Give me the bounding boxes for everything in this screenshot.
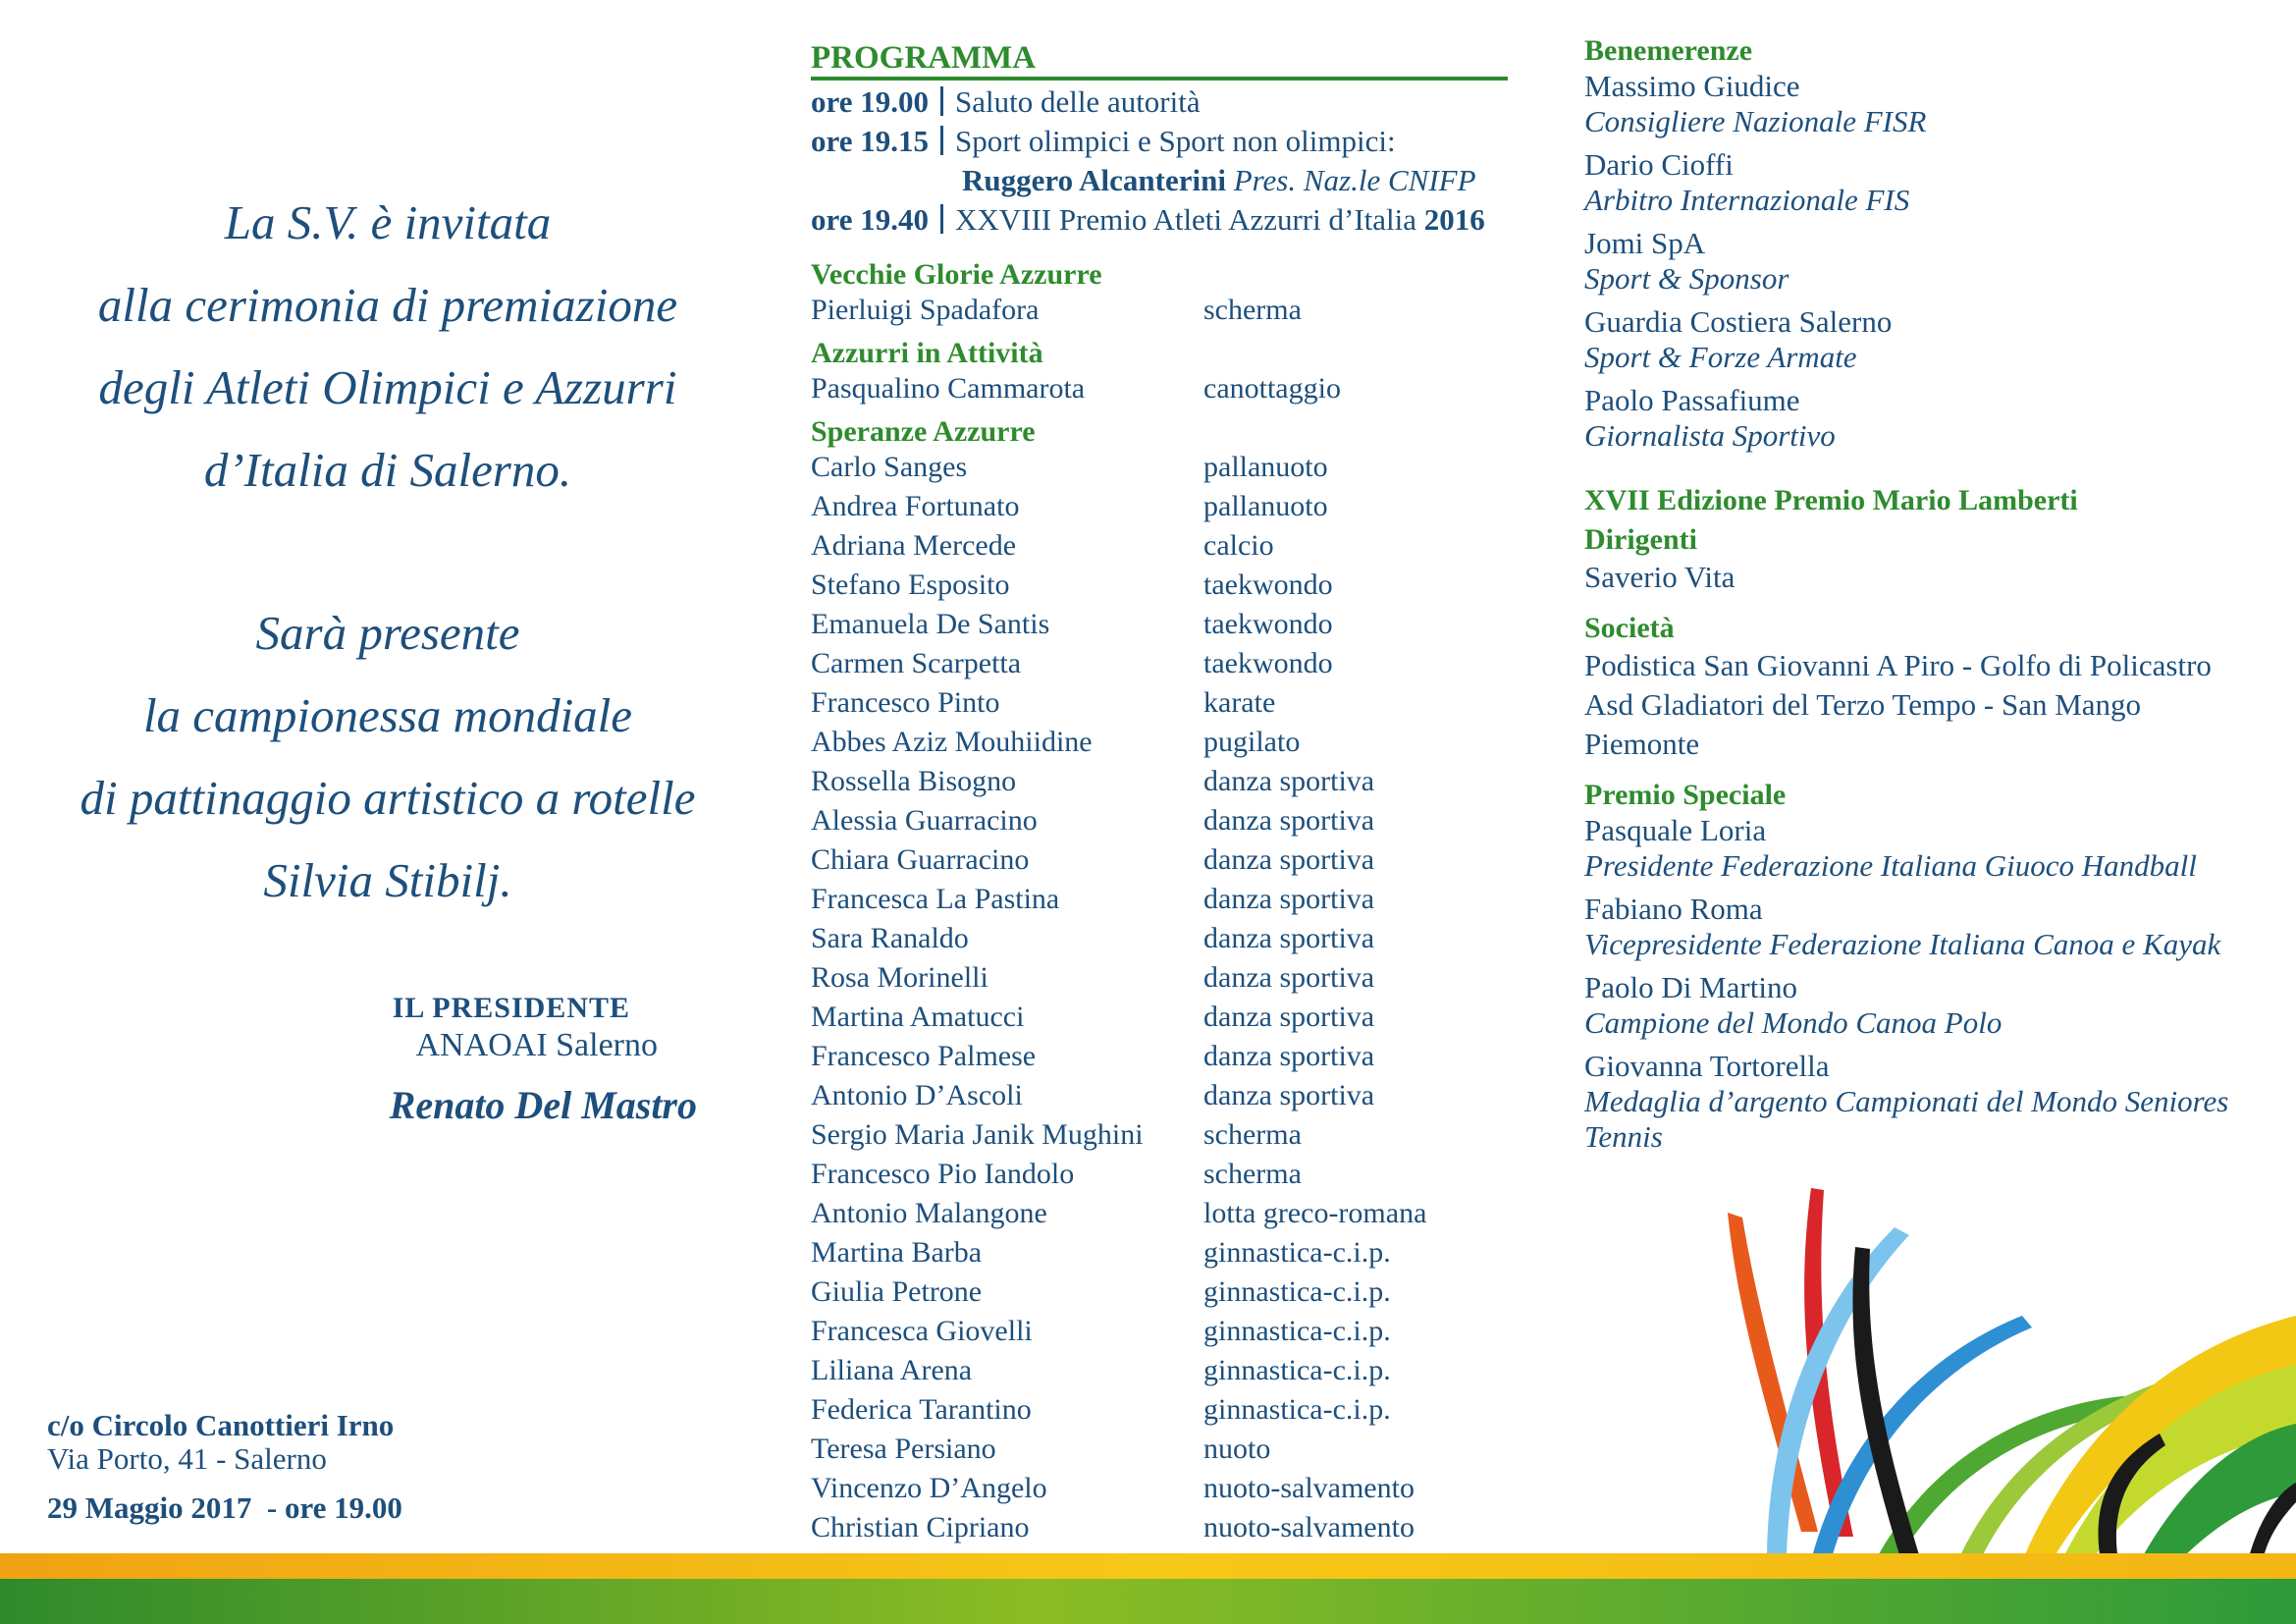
athlete-name: Emanuela De Santis [811, 608, 1050, 640]
award-recipient-role: Medaglia d’argento Campionati del Mondo Seniores Tennis [1584, 1084, 2229, 1154]
athlete-name: Giulia Petrone [811, 1275, 983, 1308]
athlete-row [811, 1194, 1498, 1233]
invitation-line: alla cerimonia di premiazione [97, 278, 678, 332]
athlete-row [811, 998, 1498, 1037]
athlete-name: Francesca La Pastina [811, 883, 1060, 915]
athlete-name: Martina Barba [811, 1236, 983, 1269]
athlete-name: Antonio Malangone [811, 1197, 1047, 1229]
athlete-sport: danza sportiva [1203, 843, 1375, 876]
band-yellow [0, 1553, 2296, 1579]
award-recipient-role: Consigliere Nazionale FISR [1584, 104, 1927, 138]
athlete-sport: pallanuoto [1203, 451, 1328, 483]
schedule-year: 2016 [1423, 202, 1485, 237]
invitation-line: degli Atleti Olimpici e Azzurri [98, 360, 677, 414]
ribbon-darkgreen [2140, 1424, 2296, 1561]
schedule-text: Sport olimpici e Sport non olimpici: [954, 124, 1396, 158]
award-recipient-name: Jomi SpA [1584, 226, 1706, 260]
athlete-row [811, 1155, 1498, 1194]
invitation-text [39, 182, 736, 922]
venue-info [47, 1409, 402, 1525]
schedule-row [811, 200, 1485, 240]
ribbon-black-right [2099, 1434, 2166, 1561]
schedule-time: ore 19.15 [811, 124, 929, 158]
athlete-sport: taekwondo [1203, 568, 1333, 601]
category-heading: Speranze Azzurre [811, 415, 1036, 448]
separator-bar [940, 86, 943, 116]
benemerenze-list [1584, 69, 2271, 454]
speaker-line [811, 161, 1485, 200]
athlete-name: Francesco Pio Iandolo [811, 1158, 1075, 1190]
athlete-name: Francesca Giovelli [811, 1315, 1033, 1347]
athlete-name: Francesco Palmese [811, 1040, 1037, 1072]
athlete-name: Abbes Aziz Mouhiidine [811, 726, 1093, 758]
award-recipient-name: Paolo Passafiume [1584, 383, 1800, 417]
awards-column [1584, 33, 2271, 1163]
athlete-sport: ginnastica-c.i.p. [1203, 1354, 1391, 1386]
athlete-sport: danza sportiva [1203, 804, 1375, 837]
athlete-row [811, 880, 1498, 919]
benemerenze-heading: Benemerenze [1584, 34, 1753, 67]
ribbon-black [1852, 1247, 1924, 1571]
ribbon-red [1804, 1188, 1853, 1537]
award-recipient-name: Paolo Di Martino [1584, 970, 1797, 1004]
category-heading: Vecchie Glorie Azzurre [811, 258, 1102, 291]
athlete-sport: calcio [1203, 529, 1274, 562]
athlete-sport: danza sportiva [1203, 1040, 1375, 1072]
award-entry [1584, 1049, 2271, 1155]
athlete-name: Alessia Guarracino [811, 804, 1038, 837]
athlete-name: Liliana Arena [811, 1354, 973, 1386]
athlete-name: Rossella Bisogno [811, 765, 1017, 797]
ribbon-black-far [2248, 1483, 2296, 1561]
athlete-sport: karate [1203, 686, 1276, 719]
athlete-sport: lotta greco-romana [1203, 1197, 1427, 1229]
athlete-name: Chiara Guarracino [811, 843, 1030, 876]
athlete-row [811, 723, 1498, 762]
schedule [811, 82, 1485, 240]
award-recipient-name: Pasquale Loria [1584, 813, 1767, 847]
athlete-sport: danza sportiva [1203, 1001, 1375, 1033]
athlete-name: Carlo Sanges [811, 451, 968, 483]
ribbon-yellow [2022, 1316, 2296, 1561]
dirigente-name: Saverio Vita [1584, 560, 1735, 594]
guest-line: la campionessa mondiale [142, 688, 633, 742]
athlete-name: Francesco Pinto [811, 686, 1000, 719]
athlete-name: Pasqualino Cammarota [811, 372, 1086, 405]
ribbon-yellowgreen [2061, 1365, 2296, 1561]
president-organization: ANAOAI Salerno [415, 1027, 658, 1063]
award-recipient-role: Giornalista Sportivo [1584, 418, 1836, 453]
award-entry [1584, 970, 2271, 1041]
award-recipient-role: Arbitro Internazionale FIS [1584, 183, 1910, 217]
athlete-sport: nuoto [1203, 1433, 1271, 1465]
athlete-name: Martina Amatucci [811, 1001, 1025, 1033]
guest-line: Silvia Stibilj. [263, 853, 512, 907]
award-recipient-name: Massimo Giudice [1584, 69, 1800, 103]
athlete-sport: pugilato [1203, 726, 1301, 758]
athlete-row [811, 1233, 1498, 1272]
athlete-sport: canottaggio [1203, 372, 1341, 405]
programma-heading: PROGRAMMA [811, 39, 1508, 81]
athlete-row [811, 801, 1498, 840]
athlete-name: Christian Cipriano [811, 1511, 1030, 1543]
athlete-row [811, 919, 1498, 958]
venue-address: Via Porto, 41 - Salerno [47, 1441, 327, 1476]
athlete-row [811, 683, 1498, 723]
ribbon-lightgreen [1953, 1365, 2233, 1571]
premio-speciale-list [1584, 813, 2271, 1155]
schedule-row [811, 122, 1485, 161]
athletes-list [811, 251, 1498, 1547]
athlete-sport: scherma [1203, 1118, 1302, 1151]
athlete-sport: ginnastica-c.i.p. [1203, 1275, 1391, 1308]
president-title: IL PRESIDENTE [392, 992, 630, 1024]
award-entry [1584, 813, 2271, 884]
athlete-name: Adriana Mercede [811, 529, 1017, 562]
award-entry [1584, 226, 2271, 297]
athlete-name: Teresa Persiano [811, 1433, 996, 1465]
award-entry [1584, 383, 2271, 454]
award-recipient-name: Guardia Costiera Salerno [1584, 304, 1893, 339]
athlete-row [811, 1115, 1498, 1155]
athlete-row [811, 762, 1498, 801]
athlete-name: Federica Tarantino [811, 1393, 1032, 1426]
societa-item: Asd Gladiatori del Terzo Tempo - San Mango [1584, 687, 2142, 722]
athlete-row [811, 448, 1498, 487]
athlete-name: Carmen Scarpetta [811, 647, 1022, 679]
separator-bar [940, 204, 943, 234]
athlete-name: Vincenzo D’Angelo [811, 1472, 1047, 1504]
athlete-sport: danza sportiva [1203, 765, 1375, 797]
athlete-row [811, 291, 1498, 330]
societa-heading: Società [1584, 612, 1675, 644]
athlete-sport: danza sportiva [1203, 1079, 1375, 1111]
lamberti-heading: XVII Edizione Premio Mario Lamberti [1584, 484, 2078, 516]
premio-speciale-heading: Premio Speciale [1584, 779, 1787, 811]
athlete-sport: danza sportiva [1203, 922, 1375, 954]
athlete-row [811, 526, 1498, 566]
ribbon-lightblue [1767, 1227, 1909, 1561]
athlete-row [811, 1469, 1498, 1508]
athlete-row [811, 1351, 1498, 1390]
athlete-row [811, 1430, 1498, 1469]
invitation-line: La S.V. è invitata [224, 195, 552, 249]
guest-line: Sarà presente [255, 606, 520, 660]
athlete-sport: scherma [1203, 1158, 1302, 1190]
event-datetime: 29 Maggio 2017 - ore 19.00 [47, 1490, 402, 1525]
award-recipient-role: Presidente Federazione Italiana Giuoco Handball [1584, 848, 2197, 883]
athlete-sport: taekwondo [1203, 608, 1333, 640]
athlete-sport: ginnastica-c.i.p. [1203, 1236, 1391, 1269]
athlete-row [811, 1508, 1498, 1547]
societa-item: Piemonte [1584, 727, 1700, 761]
athlete-row [811, 487, 1498, 526]
schedule-text: XXVIII Premio Atleti Azzurri d’Italia [954, 202, 1416, 237]
athlete-row [811, 958, 1498, 998]
ribbon-orange [1728, 1213, 1818, 1532]
award-entry [1584, 147, 2271, 218]
award-recipient-role: Sport & Forze Armate [1584, 340, 1857, 374]
athlete-row [811, 566, 1498, 605]
schedule-time: ore 19.40 [811, 202, 929, 237]
athlete-sport: nuoto-salvamento [1203, 1472, 1415, 1504]
ribbon-green [1865, 1394, 2164, 1581]
athlete-row [811, 605, 1498, 644]
award-recipient-role: Vicepresidente Federazione Italiana Canoa e Kayak [1584, 927, 2221, 961]
invitation-line: d’Italia di Salerno. [203, 443, 572, 497]
athlete-name: Stefano Esposito [811, 568, 1010, 601]
athlete-name: Pierluigi Spadafora [811, 294, 1040, 326]
separator-bar [940, 126, 943, 155]
athlete-row [811, 840, 1498, 880]
athlete-sport: danza sportiva [1203, 961, 1375, 994]
athlete-row [811, 1312, 1498, 1351]
athlete-sport: taekwondo [1203, 647, 1333, 679]
award-entry [1584, 69, 2271, 139]
athlete-row [811, 1272, 1498, 1312]
schedule-text: Saluto delle autorità [954, 84, 1201, 119]
award-entry [1584, 892, 2271, 962]
athlete-name: Andrea Fortunato [811, 490, 1020, 522]
speaker-role: Pres. Naz.le CNIFP [1233, 163, 1476, 197]
venue-place: c/o Circolo Canottieri Irno [47, 1408, 395, 1442]
award-recipient-name: Fabiano Roma [1584, 892, 1763, 926]
president-name: Renato Del Mastro [389, 1083, 697, 1127]
athlete-sport: nuoto-salvamento [1203, 1511, 1415, 1543]
band-green [0, 1579, 2296, 1624]
guest-line: di pattinaggio artistico a rotelle [80, 771, 696, 825]
category-heading: Azzurri in Attività [811, 337, 1043, 369]
award-entry [1584, 304, 2271, 375]
athlete-row [811, 369, 1498, 408]
athlete-row [811, 1037, 1498, 1076]
athlete-row [811, 1390, 1498, 1430]
athlete-sport: danza sportiva [1203, 883, 1375, 915]
athlete-name: Sara Ranaldo [811, 922, 969, 954]
athlete-sport: ginnastica-c.i.p. [1203, 1393, 1391, 1426]
president-signature [265, 992, 697, 1128]
dirigenti-heading: Dirigenti [1584, 523, 1697, 556]
athlete-sport: scherma [1203, 294, 1302, 326]
award-recipient-role: Sport & Sponsor [1584, 261, 1789, 296]
athlete-name: Antonio D’Ascoli [811, 1079, 1023, 1111]
athlete-sport: ginnastica-c.i.p. [1203, 1315, 1391, 1347]
athlete-sport: pallanuoto [1203, 490, 1328, 522]
societa-item: Podistica San Giovanni A Piro - Golfo di Policastro [1584, 648, 2212, 682]
athlete-name: Rosa Morinelli [811, 961, 988, 994]
athlete-row [811, 644, 1498, 683]
speaker-name: Ruggero Alcanterini [962, 163, 1226, 197]
award-recipient-role: Campione del Mondo Canoa Polo [1584, 1005, 2002, 1040]
schedule-time: ore 19.00 [811, 84, 929, 119]
award-recipient-name: Dario Cioffi [1584, 147, 1734, 182]
athlete-name: Sergio Maria Janik Mughini [811, 1118, 1144, 1151]
schedule-row [811, 82, 1485, 122]
ribbon-blue [1806, 1316, 2032, 1581]
athlete-row [811, 1076, 1498, 1115]
award-recipient-name: Giovanna Tortorella [1584, 1049, 1830, 1083]
